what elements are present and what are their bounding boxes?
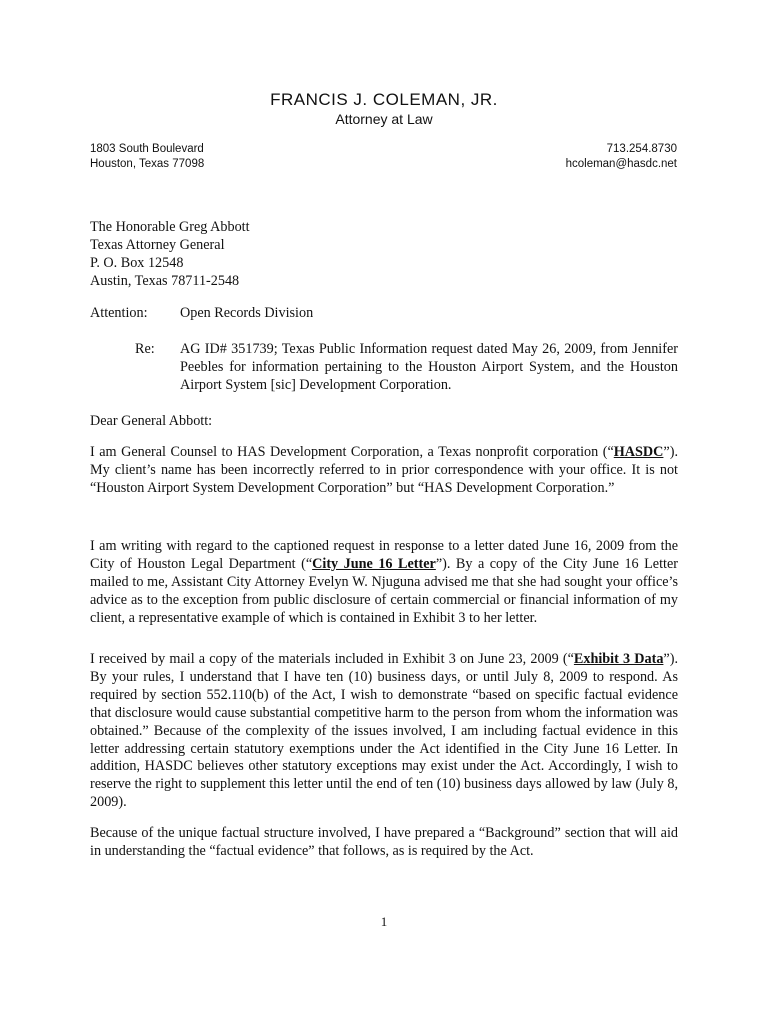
recipient-line-1: The Honorable Greg Abbott: [90, 219, 250, 235]
paragraph-4: Because of the unique factual structure involved, I have prepared a “Background” section that will aid in understanding the “factual evidence” that follows, as is required by the Act.: [90, 825, 678, 859]
letterhead-contact: [566, 142, 677, 172]
paragraph-3-text-b: ”). By your rules, I understand that I have ten (10) business days, or until July 8, 2009 to respond. As required by section 552.110(b) of the Act, I wish to demonstrate “based on specific factual evidence that disclosure would cause substantial competitive harm to the person from whom the information was obtained.” Because of the complexity of the issues involved, I am including factual evidence in this letter addressing certain statutory exemptions under the Act identified in the City June 16 Letter. In addition, HASDC believes other statutory exceptions may exist under the Act. Accordingly, I wish to reserve the right to supplement this letter until the end of ten (10) business days allowed by law (July 8, 2009).: [90, 651, 678, 811]
attorney-title: Attorney at Law: [335, 111, 433, 127]
defined-term-hasdc: HASDC: [613, 444, 664, 460]
paragraph-2: [90, 538, 678, 628]
paragraph-1: [90, 444, 678, 498]
recipient-line-3: P. O. Box 12548: [90, 254, 184, 271]
salutation: Dear General Abbott:: [90, 413, 213, 429]
address-line-1: 1803 South Boulevard: [90, 143, 204, 155]
defined-term-city-letter: City June 16 Letter: [312, 555, 436, 572]
re-subject: AG ID# 351739; Texas Public Information request dated May 26, 2009, from Jennifer Peebles for information pertaining to the Houston Airport System, and the Houston Airport System [sic] Development Corporation.: [180, 341, 678, 393]
paragraph-1-text-b: ”). My client’s name has been incorrectly referred to in prior correspondence with your office. It is not “Houston Airport System Development Corporation” but “HAS Development Corporation.”: [90, 444, 678, 496]
attention-label: Attention:: [90, 305, 148, 321]
paragraph-2-text-b: ”). By a copy of the City June 16 Letter mailed to me, Assistant City Attorney Evelyn W. Njuguna advised me that she had sought your office’s advice as to the exception from public disclosure of certain commercial or financial information of my client, a representative example of which is contained in Exhibit 3 to her letter.: [90, 555, 678, 626]
recipient-line-2: Texas Attorney General: [90, 236, 225, 253]
re-label: Re:: [135, 341, 155, 357]
paragraph-1-text-a: I am General Counsel to HAS Development Corporation, a Texas nonprofit corporation (“: [90, 444, 614, 460]
phone-number: 713.254.8730: [606, 143, 677, 155]
email-address: hcoleman@hasdc.net: [565, 158, 677, 170]
recipient-line-4: Austin, Texas 78711-2548: [90, 272, 240, 289]
paragraph-3-text-a: I received by mail a copy of the materials included in Exhibit 3 on June 23, 2009 (“: [90, 651, 574, 667]
recipient-address: [90, 219, 250, 291]
paragraph-2-text-a: I am writing with regard to the captioned request in response to a letter dated June 16, 2009 from the City of Houston Legal Department (“: [90, 538, 678, 572]
page-number: 1: [380, 914, 388, 929]
letterhead-address: [90, 142, 204, 172]
attention-value: Open Records Division: [180, 305, 314, 321]
defined-term-exhibit-data: Exhibit 3 Data: [573, 651, 664, 667]
paragraph-3: [90, 651, 678, 812]
attorney-name: FRANCIS J. COLEMAN, JR.: [270, 90, 498, 109]
address-line-2: Houston, Texas 77098: [90, 158, 205, 170]
